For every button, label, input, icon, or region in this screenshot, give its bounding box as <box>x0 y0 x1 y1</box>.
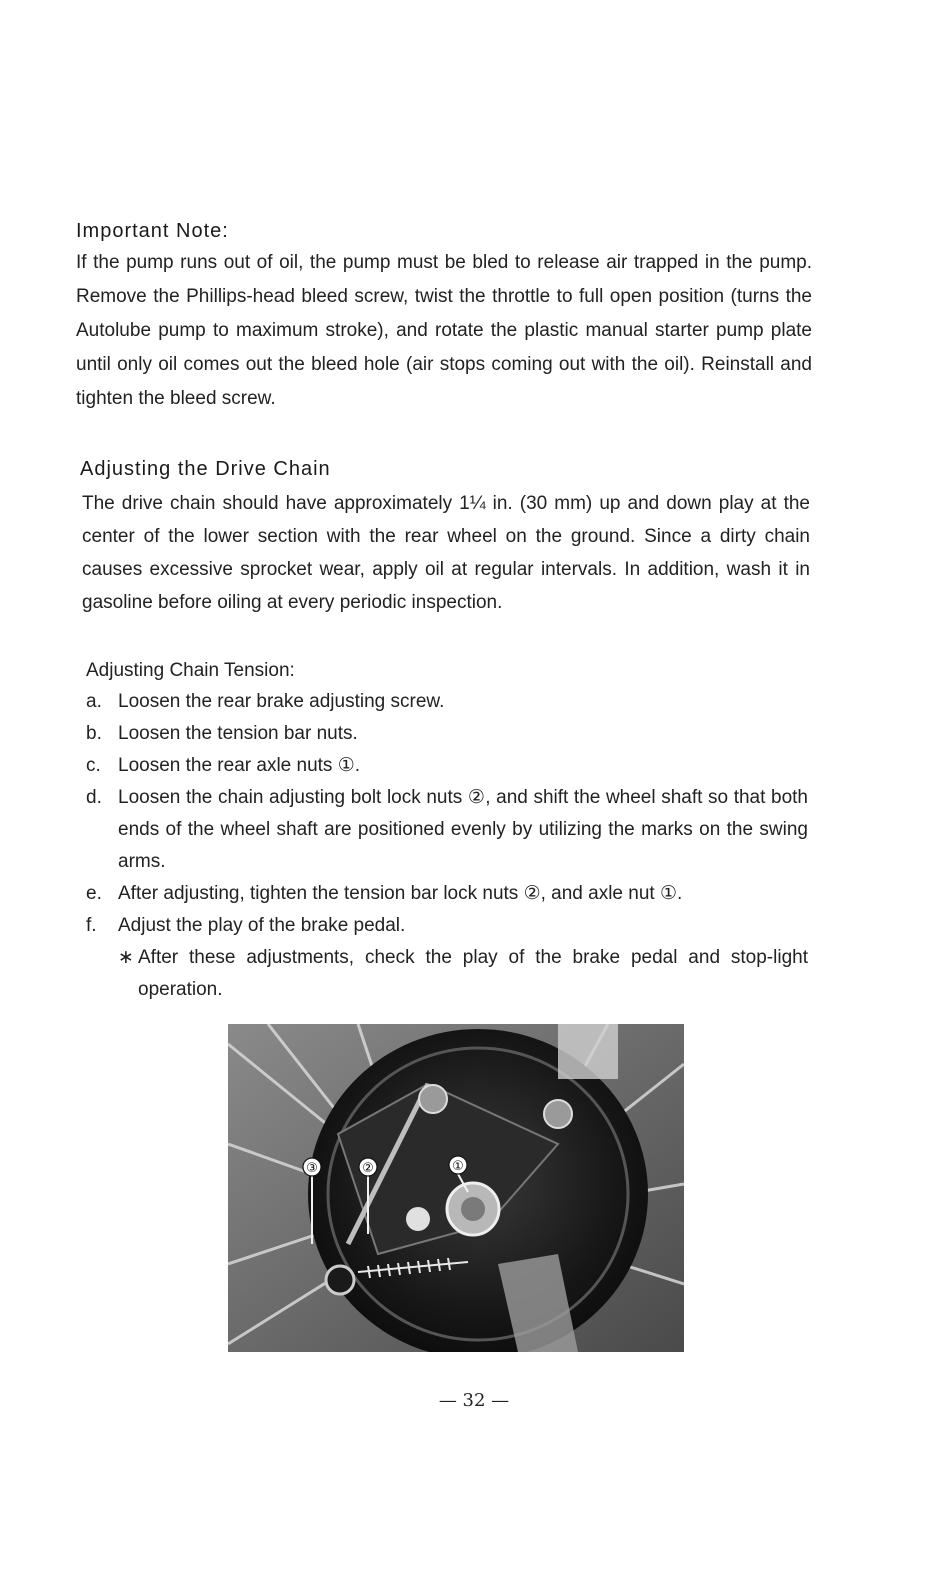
page-number: — 32 — <box>438 1390 510 1411</box>
chain-tension-subheading: Adjusting Chain Tension: <box>86 660 295 681</box>
list-item <box>86 878 808 910</box>
adjustment-note <box>86 942 808 1006</box>
drive-chain-body: The drive chain should have approximately 1¼ in. (30 mm) up and down play at the center of the lower section with the rear wheel on the ground. Since a dirty chain causes excessive sprocket wear, apply oil at regular intervals. In addition, wash it in gasoline before oiling at every periodic inspection. <box>82 493 810 613</box>
step-marker: c. <box>86 755 101 776</box>
step-text: Adjust the play of the brake pedal. <box>118 915 406 936</box>
step-marker: f. <box>86 915 97 936</box>
step-text: After adjusting, tighten the tension bar lock nuts ②, and axle nut ①. <box>118 883 683 904</box>
hub-illustration <box>228 1024 684 1352</box>
drive-chain-heading: Adjusting the Drive Chain <box>80 458 331 480</box>
step-marker: a. <box>86 691 102 712</box>
step-marker: e. <box>86 883 102 904</box>
adjustment-steps <box>86 686 808 1006</box>
step-marker: b. <box>86 723 102 744</box>
step-text: Loosen the chain adjusting bolt lock nuts ②, and shift the wheel shaft so that both ends of the wheel shaft are positioned evenly by utilizing the marks on the swing arms. <box>118 787 808 872</box>
list-item <box>86 686 808 718</box>
step-text: Loosen the tension bar nuts. <box>118 723 358 744</box>
callout-3-label: ③ <box>306 1161 318 1176</box>
note-text: After these adjustments, check the play of the brake pedal and stop-light operation. <box>138 947 808 1000</box>
fork-tube <box>558 1024 618 1079</box>
rear-wheel-hub-photo <box>228 1024 684 1352</box>
important-note-body: If the pump runs out of oil, the pump must be bled to release air trapped in the pump. Remove the Phillips-head bleed screw, twist the throttle to full open position (turns the Autolube pump to maximum stroke), and rotate the plastic manual starter pump plate until only oil comes out the bleed hole (air stops coming out with the oil). Reinstall and tighten the bleed screw. <box>76 252 812 409</box>
step-text: Loosen the rear axle nuts ①. <box>118 755 361 776</box>
step-text: Loosen the rear brake adjusting screw. <box>118 691 445 712</box>
list-item <box>86 910 808 942</box>
list-item <box>86 750 808 782</box>
important-note-heading: Important Note: <box>76 220 229 242</box>
callout-2-label: ② <box>362 1161 374 1176</box>
adjusting-bolt <box>406 1207 430 1231</box>
list-item <box>86 782 808 878</box>
step-marker: d. <box>86 787 102 808</box>
list-item <box>86 718 808 750</box>
asterisk-icon: ∗ <box>118 947 134 968</box>
callout-1-label: ① <box>452 1159 464 1174</box>
